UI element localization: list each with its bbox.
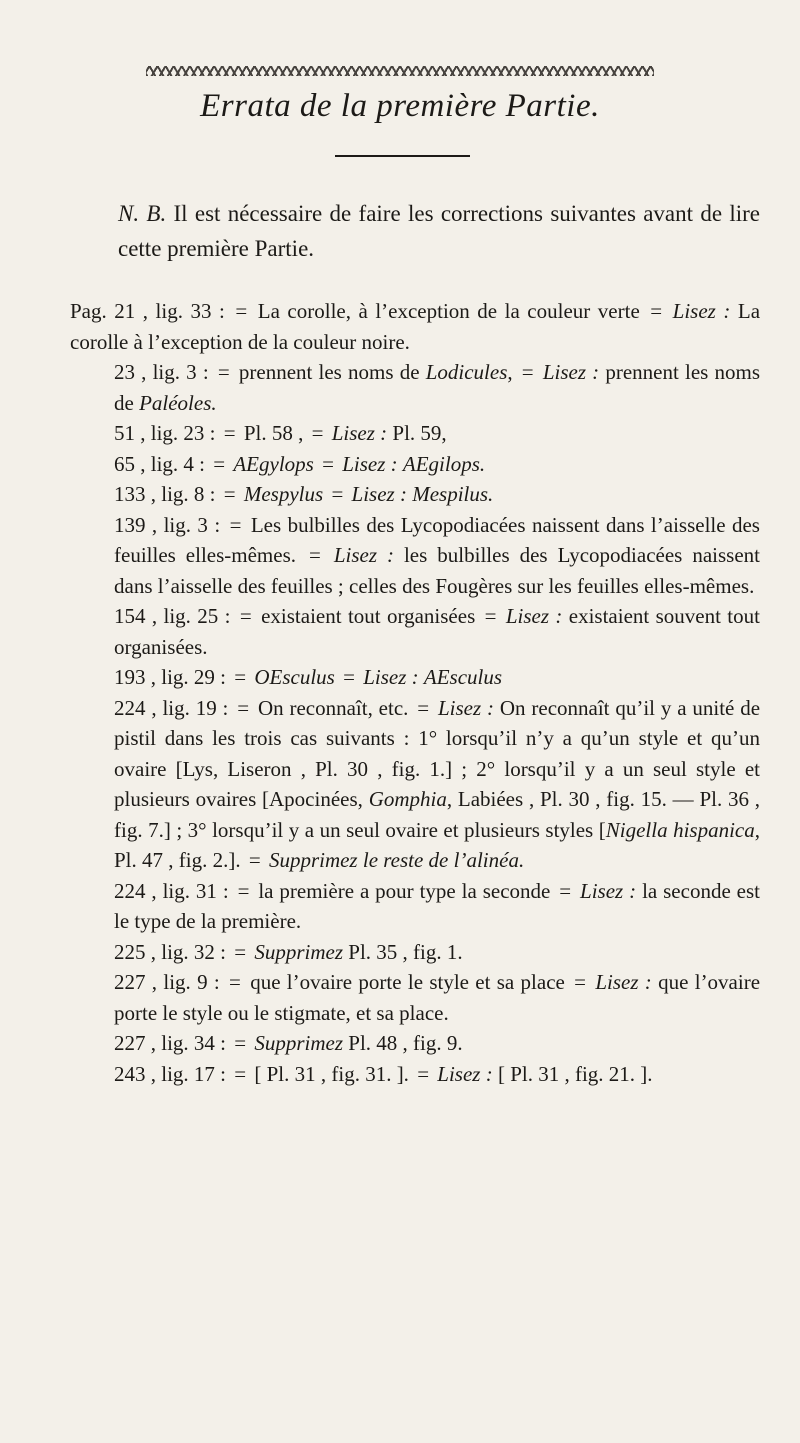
entry-ref: 65 , lig. 4 : (114, 451, 206, 476)
entry-right: existaient souvent tout organisées. (114, 604, 760, 659)
entry-wrong-italic: OEsculus (254, 665, 335, 689)
entry-wrong-italic: AEgylops (233, 451, 314, 476)
entry-right: La corolle à l’exception de la couleur noire. (70, 299, 761, 354)
entry-lisez: Lisez : (595, 970, 652, 994)
entry-right: que l’ovaire porte le style ou le stigmate, et sa place. (114, 970, 761, 1025)
entry-ref: 139 , lig. 3 : (114, 512, 221, 537)
errata-entry: 133 , lig. 8 : = Mespylus = Lisez : Mespilus. (114, 482, 494, 506)
entry-right-italic: AEgilops. (402, 451, 486, 476)
entry-lisez: Lisez : (542, 360, 600, 384)
entry-wrong: Pl. 58 , (243, 421, 304, 445)
entry-wrong-italic: Mespylus (243, 482, 324, 506)
entry-right-italic: Nigella hispanica (605, 817, 755, 842)
errata-entry: 224 , lig. 19 : = On reconnaît, etc. = Lisez : On reconnaît qu’il y a unité de pistil dans les trois cas suivants : 1° lorsqu’il n’y a qu’un style et qu’un ovaire [Lys, Liseron , Pl. 30 , fig. 1.] ; 2° lorsqu’il y a un seul style et plusieurs ovaires [Apocinées, Gomphia, Labiées , Pl. 30 , fig. 15. — Pl. 36 , fig. 7.] ; 3° lorsqu’il y a un seul ovaire et plusieurs styles [Nigella hispanica, Pl. 47 , fig. 2.]. = Supprimez le reste de l’alinéa. (114, 695, 761, 872)
entry-right: la seconde est le type de la première. (114, 878, 761, 933)
entry-wrong: que l’ovaire porte le style et sa place (250, 970, 565, 994)
entry-lisez: Lisez : (505, 604, 563, 628)
entry-right: , Labiées , Pl. 30 , fig. 15. — Pl. 36 , fig. 7.] ; 3° lorsqu’il y a un seul ovaire et plusieurs styles [ (114, 787, 761, 842)
entry-lisez: Lisez : (580, 878, 637, 903)
entry-wrong: prennent les noms de (238, 360, 420, 384)
errata-entry: Pag. 21 , lig. 33 : = La corolle, à l’exception de la couleur verte = Lisez : La corolle à l’exception de la couleur noire. (70, 299, 761, 354)
entry-lisez: Lisez : (672, 299, 731, 323)
entry-lisez: Lisez : (363, 665, 419, 689)
entry-wrong: la première a pour type la seconde (258, 878, 551, 903)
errata-entry: 224 , lig. 31 : = la première a pour type la seconde = Lisez : la seconde est le type de la première. (114, 878, 761, 933)
title-rule (335, 155, 470, 157)
errata-entry: 227 , lig. 34 : = Supprimez Pl. 48 , fig. 9. (114, 1031, 463, 1055)
entry-lisez: Lisez : (351, 482, 407, 506)
entry-ref: Pag. 21 , lig. 33 : (70, 299, 225, 323)
entry-right: les bulbilles des Lycopodiacées naissent dans l’aisselle des feuilles ; celles des Fougères sur les feuilles elles-mêmes. (114, 543, 760, 598)
errata-entry: 23 , lig. 3 : = prennent les noms de Lodicules, = Lisez : prennent les noms de Paléoles. (114, 360, 760, 415)
entry-wrong: [ Pl. 31 , fig. 31. ]. (254, 1061, 409, 1086)
errata-entry: 154 , lig. 25 : = existaient tout organisées = Lisez : existaient souvent tout organisées. (114, 604, 760, 659)
entry-lisez: Lisez : (437, 1061, 493, 1086)
errata-entry: 225 , lig. 32 : = Supprimez Pl. 35 , fig. 1. (114, 939, 463, 964)
errata-entry: 139 , lig. 3 : = Les bulbilles des Lycopodiacées naissent dans l’aisselle des feuilles elles-mêmes. = Lisez : les bulbilles des Lycopodiacées naissent dans l’aisselle des feuilles ; celles des Fougères sur les feuilles elles-mêmes. (114, 512, 760, 598)
decorative-border (146, 66, 654, 76)
errata-entry: 51 , lig. 23 : = Pl. 58 , = Lisez : Pl. 59, (114, 421, 447, 445)
page-title: Errata de la première Partie. (200, 88, 600, 124)
entry-right: , Pl. 47 , fig. 2.]. (114, 817, 760, 872)
entry-suppression: Supprimez (254, 939, 344, 964)
entry-ref: 224 , lig. 19 : (114, 695, 229, 720)
entry-right-italic: AEsculus (423, 665, 503, 689)
entry-ref: 193 , lig. 29 : (114, 665, 227, 689)
note-paragraph (70, 196, 760, 266)
entry-ref: 243 , lig. 17 : (114, 1061, 227, 1086)
entry-lisez: Lisez : (342, 451, 398, 476)
entry-wrong-italic: Lodicules (425, 360, 508, 384)
entry-suppression: Supprimez (254, 1031, 344, 1055)
note-label: N. B. (118, 201, 167, 226)
entry-right: Pl. 35 , fig. 1. (348, 939, 463, 964)
entry-right: prennent les noms de (114, 360, 760, 415)
entry-right: Pl. 48 , fig. 9. (348, 1031, 463, 1055)
entry-right-italic: Gomphia (368, 787, 447, 811)
entry-right: On reconnaît qu’il y a unité de pistil dans les trois cas suivants : 1° lorsqu’il n’y a qu’un style et qu’un ovaire [Lys, Liseron , Pl. 30 , fig. 1.] ; 2° lorsqu’il y a un seul style et plusieurs ovaires [Apocinées, (114, 695, 761, 811)
entry-suppression: Supprimez le reste de l’alinéa. (268, 848, 525, 872)
entry-ref: 224 , lig. 31 : (114, 878, 229, 903)
entry-lisez: Lisez : (333, 543, 394, 567)
errata-entry: 65 , lig. 4 : = AEgylops = Lisez : AEgilops. (114, 451, 486, 476)
entry-wrong: existaient tout organisées (261, 604, 476, 628)
errata-entry: 227 , lig. 9 : = que l’ovaire porte le style et sa place = Lisez : que l’ovaire porte le style ou le stigmate, et sa place. (114, 970, 761, 1025)
entry-right-italic: Mespilus. (412, 482, 494, 506)
entry-ref: 227 , lig. 9 : (114, 970, 220, 994)
entry-ref: 154 , lig. 25 : (114, 604, 231, 628)
entry-right-italic: Paléoles. (139, 390, 217, 415)
entry-ref: 133 , lig. 8 : (114, 482, 216, 506)
entry-wrong: La corolle, à l’exception de la couleur verte (257, 299, 640, 323)
note-text: Il est nécessaire de faire les corrections suivantes avant de lire cette première Partie. (118, 201, 761, 261)
entry-right: [ Pl. 31 , fig. 21. ]. (497, 1061, 653, 1086)
entry-ref: 225 , lig. 32 : (114, 939, 227, 964)
entry-ref: 51 , lig. 23 : (114, 421, 216, 445)
errata-entry: 193 , lig. 29 : = OEsculus = Lisez : AEsculus (114, 665, 503, 689)
errata-entry: 243 , lig. 17 : = [ Pl. 31 , fig. 31. ]. = Lisez : [ Pl. 31 , fig. 21. ]. (114, 1061, 653, 1086)
errata-list (70, 296, 760, 1089)
entry-ref: 23 , lig. 3 : (114, 360, 209, 384)
entry-wrong: Les bulbilles des Lycopodiacées naissent dans l’aisselle des feuilles elles-mêmes. (114, 512, 760, 567)
entry-lisez: Lisez : (331, 421, 388, 445)
entry-lisez: Lisez : (437, 695, 495, 720)
entry-right: Pl. 59, (392, 421, 447, 445)
entry-ref: 227 , lig. 34 : (114, 1031, 227, 1055)
entry-wrong: On reconnaît, etc. (257, 695, 409, 720)
